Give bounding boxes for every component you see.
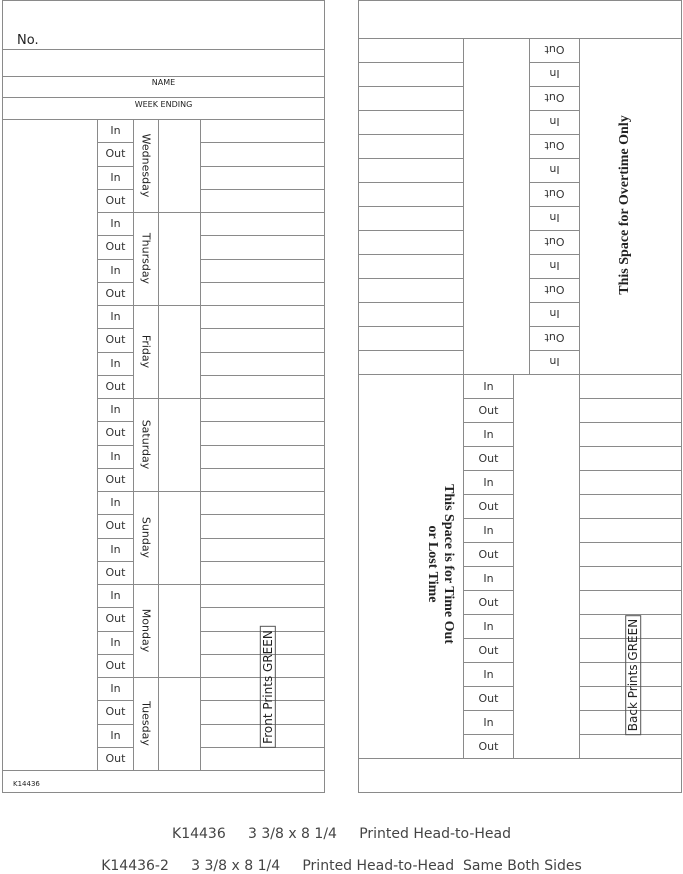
back-prints-text: Back Prints GREEN: [626, 618, 641, 732]
slot-label: Out: [105, 286, 126, 300]
slot-divider: [97, 282, 133, 283]
entry-line: [359, 278, 463, 279]
slot-divider: [97, 445, 133, 446]
overtime-text: This Space for Overtime Only: [617, 115, 632, 295]
slot-divider: [97, 607, 133, 608]
overtime-slot-label: In: [549, 211, 560, 225]
entry-line: [579, 494, 681, 495]
overtime-slot-label: In: [549, 67, 560, 81]
caption-line-1: K14436 3 3/8 x 8 1/4 Printed Head-to-Head: [172, 826, 511, 842]
overtime-slot-label: Out: [544, 283, 565, 297]
entry-line: [359, 62, 463, 63]
entry-line: [200, 328, 324, 329]
entry-line: [359, 110, 463, 111]
entry-line: [200, 468, 324, 469]
slot-divider: [97, 142, 133, 143]
time-out-line-2: or Lost Time: [425, 525, 440, 603]
time-out-notice: [424, 454, 456, 674]
slot-label: In: [110, 403, 121, 417]
overtime-slot-label: In: [549, 259, 560, 273]
slot-divider: [97, 259, 133, 260]
entry-line: [579, 470, 681, 471]
time-out-slot-label: Out: [478, 595, 499, 609]
day-label-saturday: Saturday: [139, 419, 153, 469]
overtime-slot-label: Out: [544, 331, 565, 345]
day-label-tuesday: Tuesday: [139, 700, 153, 746]
time-out-slot-label: Out: [478, 451, 499, 465]
slot-divider: [97, 654, 133, 655]
entry-line: [579, 566, 681, 567]
section-divider: [359, 374, 681, 375]
overtime-slot-label: Out: [544, 91, 565, 105]
overtime-notice: [617, 105, 633, 305]
time-out-slot-label: In: [483, 475, 494, 489]
entry-line: [359, 134, 463, 135]
slot-divider: [97, 189, 133, 190]
entry-line: [200, 189, 324, 190]
slot-divider: [97, 700, 133, 701]
time-out-slot-label: In: [483, 523, 494, 537]
entry-line: [200, 142, 324, 143]
overtime-slot-label: Out: [544, 235, 565, 249]
slot-label: Out: [105, 472, 126, 486]
slot-label: Out: [105, 612, 126, 626]
entry-line: [579, 446, 681, 447]
slot-label: Out: [105, 147, 126, 161]
entry-line: [359, 302, 463, 303]
slot-label: In: [110, 356, 121, 370]
slot-label: Out: [105, 240, 126, 254]
divider: [3, 49, 324, 50]
time-out-slot-label: In: [483, 667, 494, 681]
time-out-slot-label: In: [483, 379, 494, 393]
day-label-sunday: Sunday: [139, 516, 153, 558]
grid-column-line: [513, 374, 514, 758]
front-card: [2, 0, 325, 793]
divider: [359, 758, 681, 759]
day-divider: [97, 398, 324, 399]
time-out-slot-label: Out: [478, 739, 499, 753]
grid-column-line: [133, 119, 134, 770]
time-out-slot-label: In: [483, 427, 494, 441]
entry-line: [579, 422, 681, 423]
entry-line: [200, 561, 324, 562]
slot-label: Out: [105, 426, 126, 440]
entry-line: [579, 590, 681, 591]
slot-divider: [97, 514, 133, 515]
entry-line: [200, 514, 324, 515]
week-ending-label: WEEK ENDING: [134, 100, 193, 109]
slot-divider: [97, 352, 133, 353]
slot-label: Out: [105, 193, 126, 207]
slot-divider: [97, 538, 133, 539]
entry-line: [579, 542, 681, 543]
caption-line-2: K14436-2 3 3/8 x 8 1/4 Printed Head-to-Head Same Both Sides: [101, 858, 582, 874]
day-divider: [97, 491, 324, 492]
entry-line: [200, 166, 324, 167]
time-out-line-1: This Space is for Time Out: [441, 484, 456, 644]
time-out-slot-label: In: [483, 571, 494, 585]
number-label: No.: [17, 33, 39, 48]
entry-line: [359, 350, 463, 351]
entry-line: [200, 282, 324, 283]
slot-label: In: [110, 449, 121, 463]
slot-label: Out: [105, 333, 126, 347]
slot-divider: [97, 328, 133, 329]
slot-label: Out: [105, 658, 126, 672]
entry-line: [359, 182, 463, 183]
entry-line: [359, 230, 463, 231]
overtime-slot-label: In: [549, 163, 560, 177]
day-label-monday: Monday: [139, 608, 153, 652]
time-out-slot-label: Out: [478, 691, 499, 705]
overtime-slot-label: In: [549, 307, 560, 321]
slot-label: Out: [105, 751, 126, 765]
slot-label: In: [110, 263, 121, 277]
time-out-slot-label: In: [483, 619, 494, 633]
entry-line: [200, 259, 324, 260]
entry-line: [200, 445, 324, 446]
slot-divider: [97, 375, 133, 376]
time-out-slot-label: Out: [478, 643, 499, 657]
grid-column-line: [579, 38, 580, 374]
slot-label: In: [110, 310, 121, 324]
divider: [3, 770, 324, 771]
divider: [3, 97, 324, 98]
name-label: NAME: [151, 78, 176, 87]
slot-label: In: [110, 682, 121, 696]
entry-line: [579, 398, 681, 399]
time-out-slot-label: In: [483, 715, 494, 729]
entry-line: [579, 518, 681, 519]
slot-divider: [97, 235, 133, 236]
slot-label: Out: [105, 519, 126, 533]
entry-line: [200, 235, 324, 236]
entry-line: [359, 254, 463, 255]
front-prints-text: Front Prints GREEN: [260, 630, 275, 744]
day-label-wednesday: Wednesday: [139, 133, 153, 197]
entry-line: [200, 375, 324, 376]
slot-label: In: [110, 496, 121, 510]
overtime-slot-label: In: [549, 355, 560, 369]
slot-label: In: [110, 728, 121, 742]
overtime-slot-label: Out: [544, 139, 565, 153]
day-label-thursday: Thursday: [139, 232, 153, 284]
slot-divider: [97, 421, 133, 422]
slot-divider: [97, 631, 133, 632]
time-out-slot-label: Out: [478, 403, 499, 417]
slot-label: Out: [105, 379, 126, 393]
entry-line: [200, 538, 324, 539]
back-card: [358, 0, 682, 793]
day-divider: [97, 305, 324, 306]
slot-label: In: [110, 124, 121, 138]
entry-line: [359, 326, 463, 327]
slot-label: In: [110, 542, 121, 556]
slot-divider: [97, 468, 133, 469]
overtime-slot-label: Out: [544, 43, 565, 57]
entry-line: [200, 421, 324, 422]
slot-divider: [97, 724, 133, 725]
time-out-slot-label: Out: [478, 499, 499, 513]
slot-label: In: [110, 217, 121, 231]
front-prints-stamp: [260, 626, 276, 748]
slot-label: Out: [105, 565, 126, 579]
overtime-slot-label: In: [549, 115, 560, 129]
entry-line: [200, 607, 324, 608]
divider: [3, 119, 324, 120]
grid-column-line: [158, 119, 159, 770]
slot-label: In: [110, 170, 121, 184]
back-prints-stamp: [625, 615, 641, 735]
day-label-friday: Friday: [139, 334, 153, 368]
slot-label: In: [110, 635, 121, 649]
divider: [3, 76, 324, 77]
entry-line: [359, 206, 463, 207]
divider: [359, 38, 681, 39]
entry-line: [200, 352, 324, 353]
slot-label: Out: [105, 705, 126, 719]
time-out-slot-label: Out: [478, 547, 499, 561]
day-divider: [97, 212, 324, 213]
slot-divider: [97, 561, 133, 562]
entry-line: [359, 158, 463, 159]
card-code: K14436: [13, 780, 40, 788]
slot-label: In: [110, 589, 121, 603]
slot-divider: [97, 747, 133, 748]
slot-divider: [97, 166, 133, 167]
grid-column-line: [463, 38, 464, 374]
entry-line: [359, 86, 463, 87]
day-divider: [97, 584, 324, 585]
day-divider: [97, 677, 324, 678]
overtime-slot-label: Out: [544, 187, 565, 201]
